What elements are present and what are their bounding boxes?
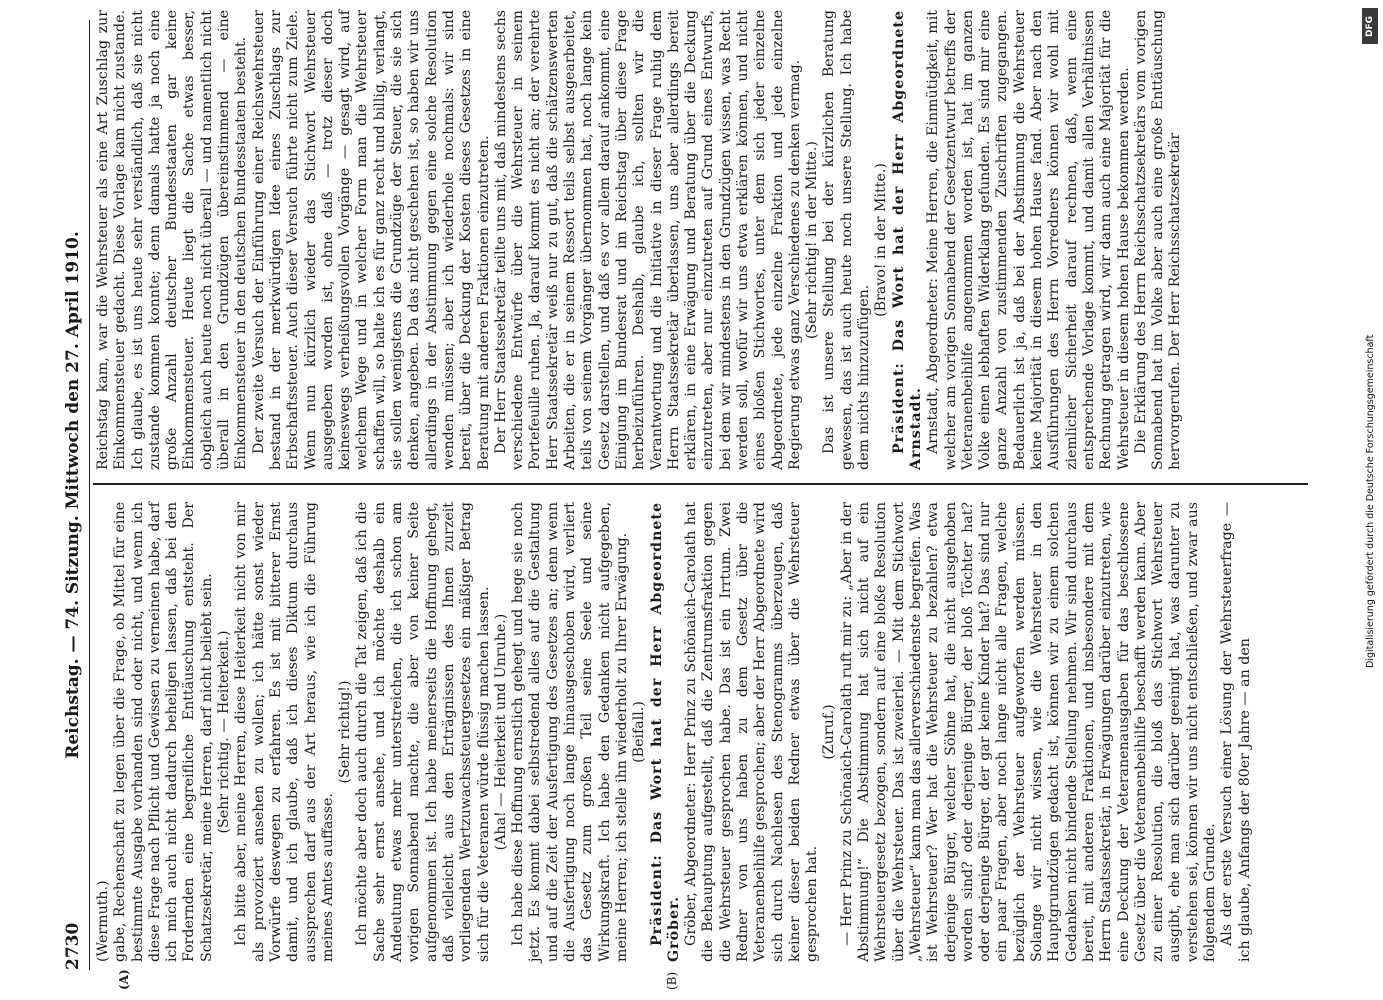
paragraph: Als der erste Versuch einer Lösung der Wehrsteuerfrage — ich glaube, Anfangs der 80er Jahre — an den (1219, 502, 1253, 962)
header-rule (89, 20, 90, 970)
left-column (95, 502, 1254, 962)
paragraph: Der zweite Versuch der Einführung einer Reichswehrsteuer bestand in der merkwürdigen Idee eines Zuschlags zur Erbschaftssteuer. Auch dieser Versuch führte nicht zum Ziele. Wenn nun kürzlich wieder das Stichwort Wehrsteuer ausgegeben worden ist, ohne daß — trotz dieser doch keineswegs verheißungsvollen Vorgänge — gesagt wird, auf welchem Wege und in welcher Form man die Wehrsteuer schaffen will, so halte ich es für ganz recht und billig, verlangt, sie sollen wenigstens die Grundzüge der Steuer, die sie sich denken, angeben. Da das nicht geschehen ist, so haben wir uns allerdings in der Abstimmung gegen eine solche Resolution wenden müssen; aber ich wiederhole nochmals: wir sind bereit, über die Deckung der Kosten dieses Gesetzes in eine Beratung mit anderen Fraktionen einzutreten. (250, 10, 492, 470)
paragraph: Arnstadt, Abgeordneter: Meine Herren, die Einmütigkeit, mit welcher am vorigen Sonnabend der Gesetzentwurf betreffs der Veteranenbeihilfe angenommen worden ist, hat im ganzen Volke einen lebhaften Widerklang gefunden. Es sind mir eine ganze Anzahl von zustimmenden Zuschriften zugegangen. Bedauerlich ist ja, daß bei der Abstimmung die Wehrsteuer keine Majorität in diesem hohen Hause fand. Aber nach den Ausführungen des Herrn Vorredners können wir wohl mit ziemlicher Sicherheit darauf rechnen, daß, wenn eine entsprechende Vorlage kommt, und damit allen Verhältnissen Rechnung getragen wird, wir dann auch eine Majorität für die Wehrsteuer in diesem hohen Hause bekommen werden. (925, 10, 1132, 470)
interjection: (Beifall.) (631, 701, 648, 763)
interjection: (Sehr richtig!) (337, 680, 354, 784)
column-divider (93, 483, 1308, 485)
paragraph: gabe, Rechenschaft zu legen über die Frage, ob Mittel für eine bestimmte Ausgabe vorhanden sind oder nicht, und wenn ich diese Frage nach Pflicht und Gewissen zu verneinen habe, darf ich mich auch nicht dadurch beheligen lassen, daß bei den Fordernden eine begreifliche Enttäuschung entsteht. Der Schatzsekretär, meine Herren, darf nicht beliebt sein. (112, 502, 215, 962)
paragraph: Der Herr Staatssekretär teilte uns mit, daß mindestens sechs verschiedene Entwürfe über die Wehrsteuer in seinem Portefeuille ruhen. Ja, darauf kommt es nicht an; der verehrte Herr Staatssekretär weiß nur zu gut, daß die schätzenswerten Arbeiten, die er in seinem Ressort teils selbst ausgearbeitet, teils von seinem Vorgänger übernommen hat, noch lange kein Gesetz darstellen, und daß es vor allem darauf ankommt, eine Einigung im Bundesrat und im Reichstag über diese Frage herbeizuführen. Deshalb, glaube ich, sollten wir die Verantwortung und die Initiative in dieser Frage ruhig dem Herrn Staatssekretär überlassen, uns aber allerdings bereit erklären, in eine Erwägung und Beratung über die Deckung einzutreten, aber nur einzutreten auf Grund eines Entwurfs, bei dem wir mindestens in den Grundzügen wissen, was Recht werden soll, wofür wir uns etwa erklären können, und nicht eines bloßen Stichwortes, unter dem sich jeder einzelne Abgeordnete, jede einzelne Fraktion und jede einzelne Regierung etwas ganz Verschiedenes zu denken vermag. (492, 10, 803, 470)
speaker-note: (Wermuth.) (95, 880, 111, 962)
interjection: (Sehr richtig! in der Mitte.) (804, 141, 821, 339)
margin-marker-b: (B) (665, 971, 679, 990)
paragraph: — Herr Prinz zu Schönaich-Carolath ruft mir zu: „Aber in der Abstimmung!“ Die Abstimmung hat sich nicht auf ein Wehrsteuergesetz bezogen, sondern auf eine bloße Resolution über die Wehrsteuer. Das ist zweierlei. — Mit dem Stichwort „Wehrsteuer“ kann man das allerverschiedenste begreifen. Was ist Wehrsteuer? Wer hat die Wehrsteuer zu bezahlen? etwa derjenige Bürger, welcher Söhne hat, die nicht ausgehoben worden sind? oder derjenige Bürger, der bloß Töchter hat? oder derjenige Bürger, der gar keine Kinder hat? Das sind nur ein paar Fragen, aber noch lange nicht alle Fragen, welche bezüglich der Wehrsteuer aufgeworfen werden müssen. Solange wir nicht wissen, wie die Wehrsteuer in den Hauptgrundzügen gedacht ist, können wir zu einem solchen Gedanken nicht bindende Stellung nehmen. Wir sind durchaus bereit, mit anderen Fraktionen, und insbesondere mit dem Herrn Staatssekretär, in Erwägungen darüber einzutreten, wie eine Deckung der Veteranenausgaben für das beschlossene Gesetz über die Veteranenbeihilfe beschafft werden kann. Aber zu einer Resolution, die bloß das Stichwort Wehrsteuer ausgibt, ehe man sich darüber geeinigt hat, was darunter zu verstehen sei, können wir uns nicht entschließen, und zwar aus folgendem Grunde. (838, 502, 1218, 962)
paragraph: Ich möchte aber doch auch durch die Tat zeigen, daß ich die Sache sehr ernst ansehe, und ich möchte deshalb ein Andeutung etwas mehr unterstreichen, die ich schon am vorigen Sonnabend machte, die aber von keiner Seite aufgenommen ist. Ich habe meinerseits die Hoffnung gehegt, daß vielleicht aus den Erträgnissen des Ihnen zurzeit vorliegenden Wertzuwachssteuergesetzes ein mäßiger Betrag sich für die Veteranen würde flüssig machen lassen. (354, 502, 492, 962)
digitization-note: Digitalisierung gefördert durch die Deutsche Forschungsgemeinschaft (1365, 334, 1376, 668)
interjection: (Sehr richtig. — Heiterkeit.) (216, 630, 233, 834)
president-statement: Präsident: Das Wort hat der Herr Abgeordnete Gröber. (648, 502, 682, 962)
president-statement: Präsident: Das Wort hat der Herr Abgeordnete Arnstadt. (890, 10, 924, 470)
paragraph: Die Erklärung des Herrn Reichsschatzsekretärs vom vorigen Sonnabend hat im Volke aber auch eine große Enttäuschung hervorgerufen. Der Herr Reichsschatzsekretär (1132, 10, 1184, 470)
paragraph: Reichstag kam, war die Wehrsteuer als eine Art Zuschlag zur Einkommensteuer gedacht. Diese Vorlage kam nicht zustande. Ich glaube, es ist uns heute sehr verständlich, daß sie nicht zustande kommen konnte; denn damals hatte ja noch eine große Anzahl deutscher Bundesstaaten gar keine Einkommensteuer. Heute liegt die Sache etwas besser, obgleich auch heute noch nicht überall — und namentlich nicht überall in den Grundzügen übereinstimmend — eine Einkommensteuer in den deutschen Bundesstaaten besteht. (95, 10, 250, 470)
page-number: 2730 (63, 922, 83, 970)
paragraph: Ich bitte aber, meine Herren, diese Heiterkeit nicht von mir als provoziert ansehen zu wollen; ich hätte sonst wieder Vorwürfe deswegen zu erfahren. Es ist mit bitterer Ernst damit, und ich glaube, daß ich dieses Diktum durchaus aussprechen darf aus der Art heraus, wie ich die Führung meines Amtes auffasse. (233, 502, 336, 962)
paragraph: Ich habe diese Hoffnung ernstlich gehegt und hege sie noch jetzt. Es kommt dabei selbstredend alles auf die Gestaltung und auf die Zeit der Ausfertigung des Gesetzes an; denn wenn die Ausfertigung noch lange hinausgeschoben wird, verliert das Gesetz zum großen Teil seine Seele und seine Wirkungskraft. Ich habe den Gedanken nicht aufgegeben, meine Herren; ich stelle ihn wiederholt zu Ihrer Erwägung. (510, 502, 630, 962)
interjection: (Zuruf.) (821, 704, 838, 760)
interjection: (Bravo! in der Mitte.) (873, 163, 890, 317)
margin-marker-a: (A) (117, 969, 131, 990)
page-title: Reichstag. — 74. Sitzung. Mittwoch den 27. April 1910. (63, 231, 83, 759)
rotated-page-content (55, 0, 1325, 1000)
paragraph: Gröber, Abgeordneter: Herr Prinz zu Schönaich-Carolath hat die Behauptung aufgestellt, daß die Zentrumsfraktion gegen die Wehrsteuer gesprochen habe. Das ist ein Irrtum. Zwei Redner von uns haben zu dem Gesetz über die Veteranenbeihilfe gesprochen; aber der Herr Abgeordnete wird sich durch Nachlesen des Stenogramms überzeugen, daß keiner dieser beiden Redner etwas über die Wehrsteuer gesprochen hat. (683, 502, 821, 962)
interjection: (Aha! — Heiterkeit und Unruhe.) (492, 613, 509, 851)
right-column (95, 10, 1185, 470)
dfg-logo: DFG (1362, 8, 1378, 44)
paragraph: Das ist unsere Stellung bei der kürzlichen Beratung gewesen, das ist auch heute noch unsere Stellung. Ich habe dem nichts hinzuzufügen. (821, 10, 873, 470)
